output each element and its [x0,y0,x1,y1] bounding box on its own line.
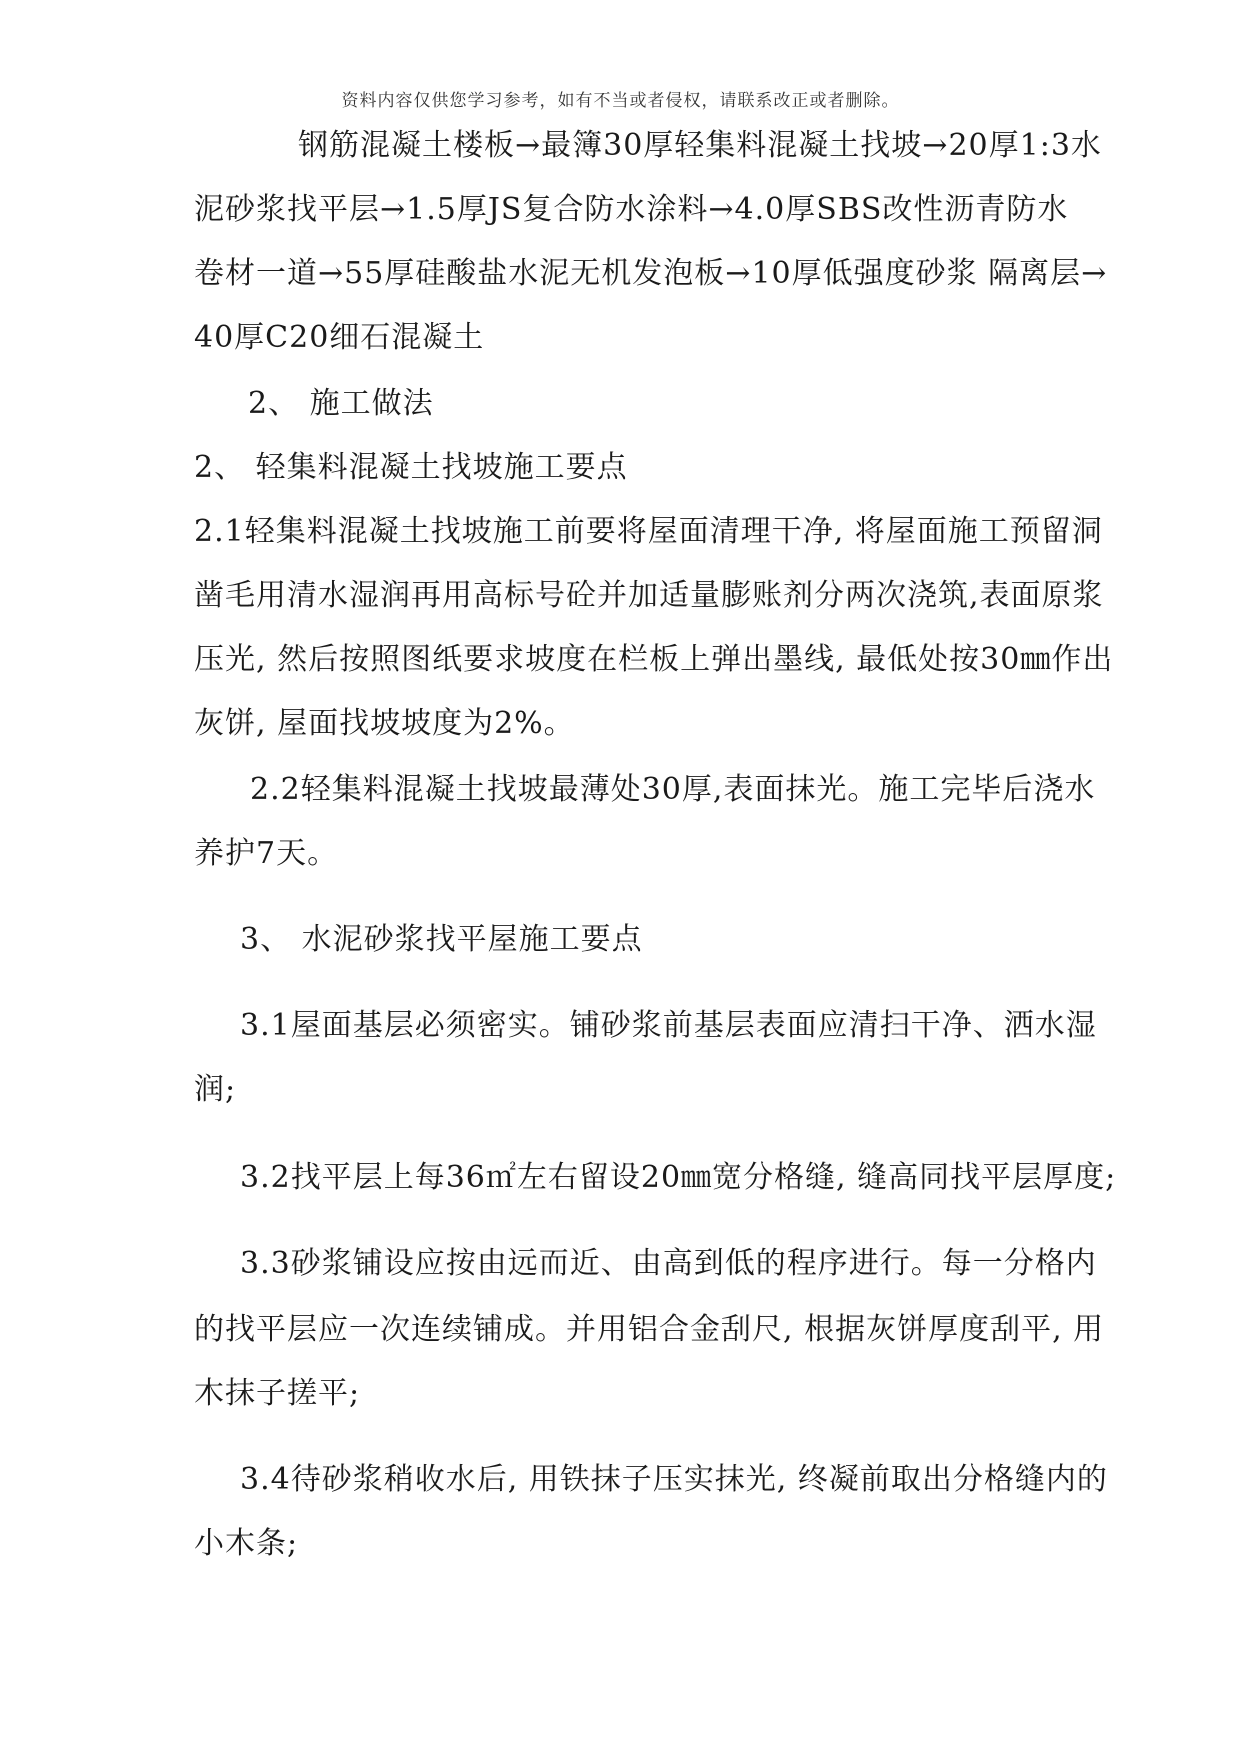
text-line: 压光, 然后按照图纸要求坡度在栏板上弹出墨线, 最低处按30㎜作出 [194,642,1114,677]
text-line: 3.3砂浆铺设应按由远而近、由高到低的程序进行。每一分格内 [240,1246,1097,1281]
text-line: 2.2轻集料混凝土找坡最薄处30厚,表面抹光。施工完毕后浇水 [250,772,1096,807]
text-line: 2.1轻集料混凝土找坡施工前要将屋面清理干净, 将屋面施工预留洞 [194,514,1103,549]
text-line: 木抹子搓平; [194,1376,361,1411]
text-line: 40厚C20细石混凝土 [194,320,485,355]
text-line: 3.1屋面基层必须密实。铺砂浆前基层表面应清扫干净、洒水湿 [240,1008,1097,1043]
text-line: 润; [194,1072,237,1107]
text-line: 3.2找平层上每36㎡左右留设20㎜宽分格缝, 缝高同找平层厚度; [240,1160,1117,1195]
section-heading: 2、 轻集料混凝土找坡施工要点 [194,450,628,485]
text-line: 3.4待砂浆稍收水后, 用铁抹子压实抹光, 终凝前取出分格缝内的 [240,1462,1108,1497]
text-line: 凿毛用清水湿润再用高标号砼并加适量膨账剂分两次浇筑,表面原浆 [194,578,1104,613]
text-line: 灰饼, 屋面找坡坡度为2%。 [194,706,575,741]
section-heading: 3、 水泥砂浆找平屋施工要点 [240,922,643,957]
text-line: 卷材一道→55厚硅酸盐水泥无机发泡板→10厚低强度砂浆 隔离层→ [194,256,1108,291]
section-heading: 2、 施工做法 [248,386,434,421]
text-line: 养护7天。 [194,836,339,871]
text-line: 钢筋混凝土楼板→最簿30厚轻集料混凝土找坡→20厚1:3水 [298,128,1102,163]
text-line: 小木条; [194,1526,299,1561]
text-line: 泥砂浆找平层→1.5厚JS复合防水涂料→4.0厚SBS改性沥青防水 [194,192,1069,227]
header-disclaimer: 资料内容仅供您学习参考，如有不当或者侵权，请联系改正或者删除。 [341,91,900,111]
text-line: 的找平层应一次连续铺成。并用铝合金刮尺, 根据灰饼厚度刮平, 用 [194,1312,1105,1347]
